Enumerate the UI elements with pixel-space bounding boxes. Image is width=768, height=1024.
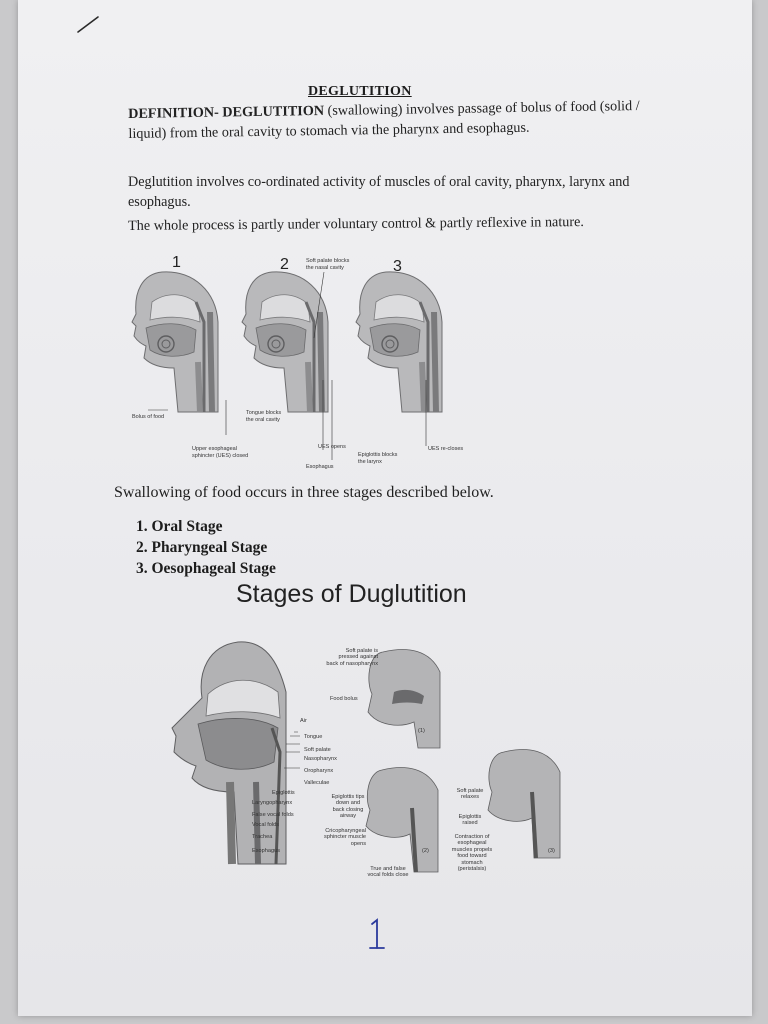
label-laryngopharynx: Laryngopharynx bbox=[252, 800, 293, 806]
label-tongue: Tongue bbox=[304, 734, 323, 740]
label-cricopharyngeal: Cricopharyngeal sphincter muscle opens bbox=[324, 828, 366, 847]
stage-oral: 1. Oral Stage bbox=[136, 518, 223, 535]
label-esophagus: Esophagus bbox=[306, 464, 334, 470]
phase-number-1: 1 bbox=[172, 254, 181, 271]
label-oropharynx: Oropharynx bbox=[304, 768, 334, 774]
label-number-2: (2) bbox=[422, 848, 429, 854]
label-valleculae: Valleculae bbox=[304, 780, 330, 786]
definition-lead: DEFINITION- DEGLUTITION bbox=[128, 102, 325, 122]
label-soft-palate-pressed: Soft palate is pressed against back of nasopharynx bbox=[326, 648, 378, 667]
handwritten-page-number bbox=[366, 918, 388, 952]
deglutition-illustration bbox=[168, 632, 608, 896]
label-ues-recloses: UES re-closes bbox=[428, 446, 464, 452]
label-tongue-blocks: Tongue blocks the oral cavity bbox=[246, 410, 282, 423]
label-trachea: Trachea bbox=[252, 834, 273, 840]
label-air: Air bbox=[300, 718, 307, 724]
label-ues-closed: Upper esophageal sphincter (UES) closed bbox=[192, 446, 249, 459]
phase-number-3: 3 bbox=[393, 258, 402, 275]
label-false-vocal-folds: False vocal folds bbox=[252, 812, 294, 818]
swallowing-phases-figure bbox=[118, 250, 478, 476]
swallowing-intro: Swallowing of food occurs in three stages described below. bbox=[114, 484, 494, 501]
deglutition-stages-figure bbox=[168, 632, 608, 896]
label-vocal-folds: Vocal folds bbox=[252, 822, 280, 828]
pen-mark bbox=[76, 14, 100, 34]
stages-list bbox=[136, 516, 276, 579]
label-food-bolus: Food bolus bbox=[330, 696, 358, 702]
stage-pharyngeal: 2. Pharyngeal Stage bbox=[136, 539, 268, 556]
head-sections-illustration bbox=[118, 250, 478, 476]
label-soft-palate: Soft palate bbox=[304, 747, 331, 753]
label-ues-opens: UES opens bbox=[318, 444, 346, 450]
label-number-1: (1) bbox=[418, 728, 425, 734]
label-bolus-of-food: Bolus of food bbox=[132, 414, 165, 420]
label-esophagus: Esophagus bbox=[252, 848, 280, 854]
document-page bbox=[18, 0, 752, 1016]
label-soft-palate-blocks: Soft palate blocks the nasal cavity bbox=[306, 258, 350, 271]
control-paragraph: The whole process is partly under voluntary control & partly reflexive in nature. bbox=[128, 214, 584, 234]
label-number-3: (3) bbox=[548, 848, 555, 854]
label-esophageal-contraction: Contraction of esophageal muscles propels food toward stomach (peristalsis) bbox=[451, 834, 493, 873]
label-nasopharynx: Nasopharynx bbox=[304, 756, 337, 762]
label-true-false-vocal-folds: True and false vocal folds close bbox=[367, 866, 409, 879]
definition-text: (swallowing) involves passage of bolus of food (solid / liquid) from the oral cavity to stomach via the pharynx and esophagus. bbox=[128, 97, 640, 142]
label-epiglottis-tips: Epiglottis tips down and back closing airway bbox=[331, 794, 365, 820]
label-epiglottis-raised: Epiglottis raised bbox=[458, 814, 482, 827]
label-epiglottis-blocks: Epiglottis blocks the larynx bbox=[358, 452, 398, 465]
stages-heading: Stages of Duglutition bbox=[236, 580, 467, 608]
definition-paragraph bbox=[128, 95, 674, 144]
stage-oesophageal: 3. Oesophageal Stage bbox=[136, 560, 276, 577]
phase-number-2: 2 bbox=[280, 256, 289, 273]
label-soft-palate-relaxes: Soft palate relaxes bbox=[456, 788, 484, 801]
label-epiglottis: Epiglottis bbox=[272, 790, 295, 796]
page-title: DEGLUTITION bbox=[308, 84, 412, 99]
coordination-paragraph: Deglutition involves co-ordinated activity of muscles of oral cavity, pharynx, larynx and esophagus. bbox=[128, 174, 630, 210]
